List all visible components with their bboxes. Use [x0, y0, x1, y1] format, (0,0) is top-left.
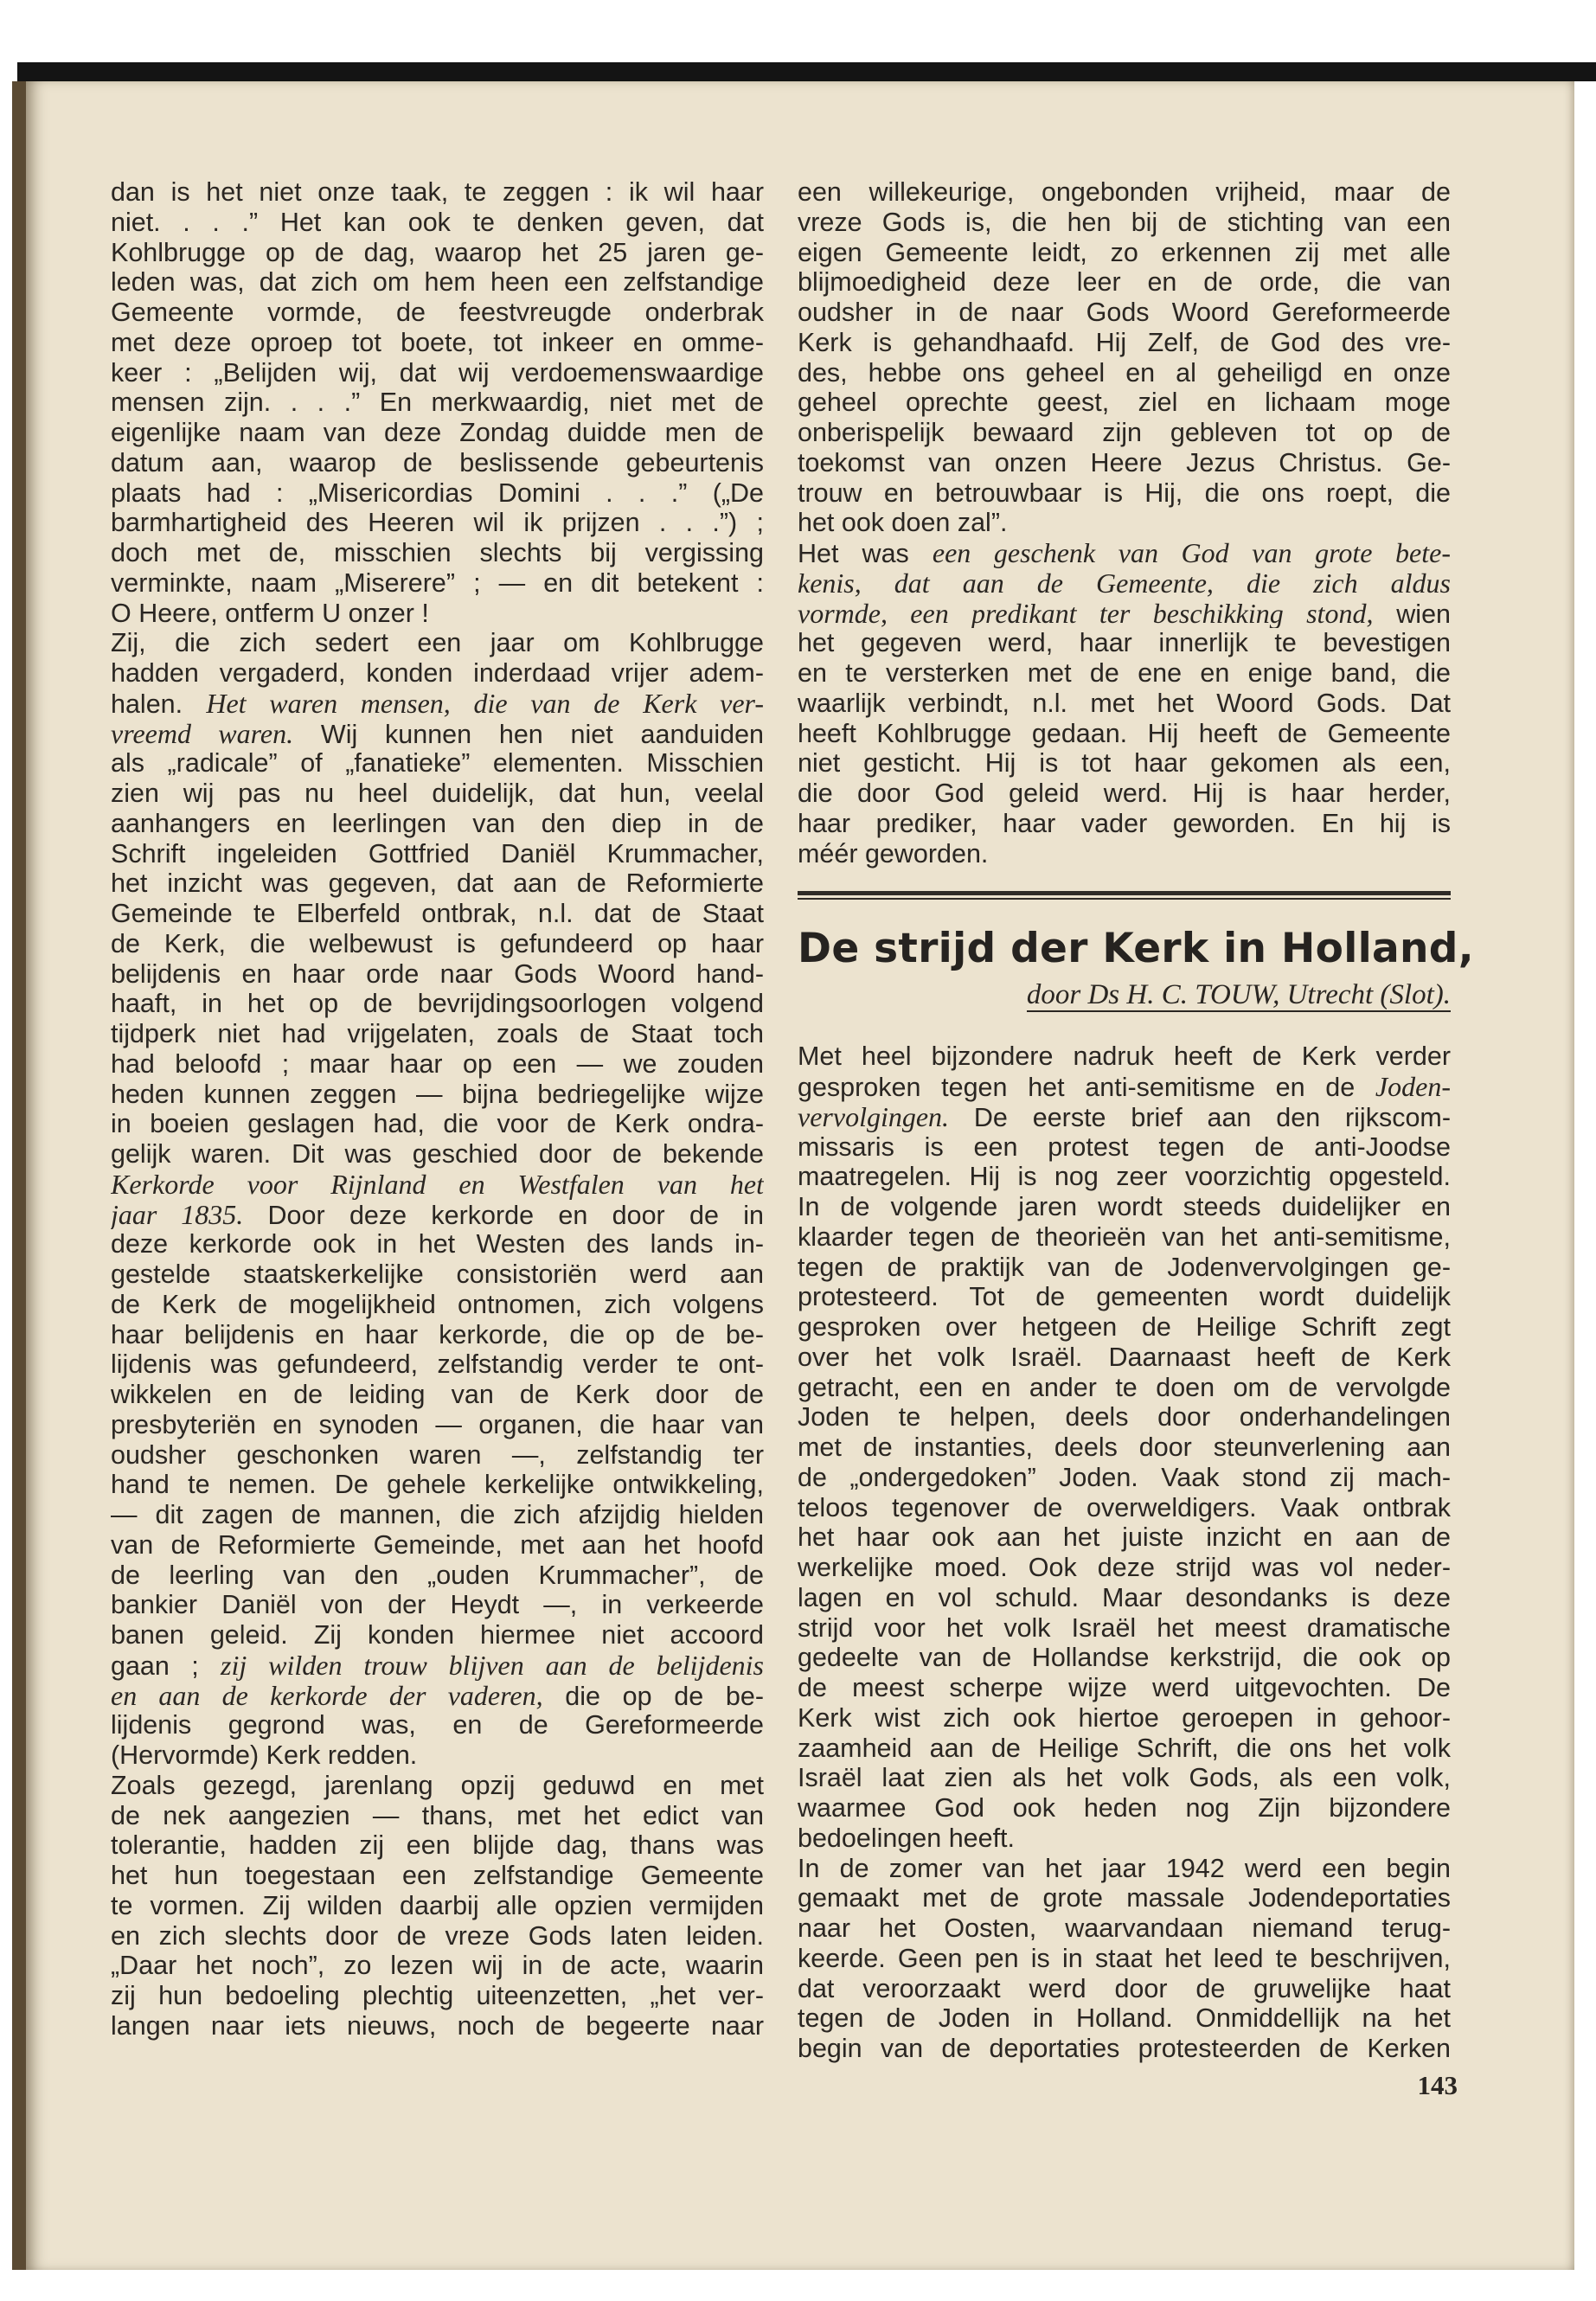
- line-text: met de instanties, deels door steunverlening aan: [798, 1433, 1451, 1462]
- line-text: Zoals gezegd, jarenlang opzij geduwd en met: [111, 1770, 764, 1800]
- article-body: [798, 1042, 1451, 2064]
- text-line: [798, 1883, 1451, 1913]
- line-text: banen geleid. Zij konden hiermee niet accoord: [111, 1620, 764, 1650]
- text-line: [798, 628, 1451, 658]
- text-line: [798, 1763, 1451, 1793]
- line-text: tolerantie, hadden zij een blijde dag, thans was: [111, 1830, 764, 1861]
- text-line: [798, 1913, 1451, 1944]
- line-text: in boeien geslagen had, die voor de Kerk ondra-: [111, 1109, 764, 1139]
- line-text: oudsher geschonken waren —, zelfstandig ter: [111, 1439, 764, 1470]
- italic-emphasis: Kerkorde voor Rijnland en Westfalen van het: [111, 1169, 764, 1200]
- line-text: gelijk waren. Dit was geschied door de bekende: [111, 1139, 764, 1169]
- line-text: O Heere, ontferm U onzer !: [111, 598, 429, 628]
- text-line: [111, 839, 764, 869]
- text-line: [798, 1433, 1451, 1463]
- line-text: te vormen. Zij wilden daarbij alle opzien vermijden: [111, 1890, 764, 1920]
- line-text: halen.: [111, 689, 183, 719]
- line-text: het haar ook aan het juiste inzicht en aan de: [798, 1522, 1451, 1553]
- line-text: wikkelen en de leiding van de Kerk door de: [111, 1380, 764, 1409]
- text-line: [111, 1861, 764, 1891]
- italic-emphasis: vormde, een predikant ter beschikking stond,: [798, 598, 1374, 629]
- text-line: [111, 328, 764, 358]
- line-text: leden was, dat zich om hem heen een zelfstandige: [111, 267, 764, 298]
- text-line: [111, 2011, 764, 2041]
- line-text: waarlijk verbindt, n.l. met het Woord Gods. Dat: [798, 688, 1451, 718]
- line-text: eigen Gemeente leidt, zo erkennen zij met alle: [798, 237, 1451, 267]
- scan-top-margin: [0, 0, 1596, 62]
- text-line: [111, 1410, 764, 1440]
- text-line: [798, 1132, 1451, 1163]
- line-text: en te versterken met de ene en enige band, die: [798, 658, 1451, 688]
- text-line: [111, 1740, 764, 1771]
- text-line: [111, 448, 764, 478]
- line-text: In de volgende jaren wordt steeds duidelijker en: [798, 1192, 1451, 1221]
- text-line: [111, 1561, 764, 1591]
- line-text: aanhangers en leerlingen van den diep in de: [111, 808, 764, 838]
- text-line: [111, 1590, 764, 1620]
- text-line: [798, 1192, 1451, 1222]
- left-text-column: [111, 177, 764, 2041]
- line-text: begin van de deportaties protesteerden de Kerken: [798, 2034, 1451, 2063]
- text-line: [111, 418, 764, 448]
- text-line: [798, 1253, 1451, 1283]
- line-text: lagen en vol schuld. Maar desondanks is deze: [798, 1582, 1451, 1612]
- text-line: [798, 177, 1451, 208]
- line-text: toekomst van onzen Heere Jezus Christus. Ge-: [798, 447, 1451, 478]
- line-text: het hun toegestaan een zelfstandige Gemeente: [111, 1861, 764, 1890]
- line-text: het ook doen zal”.: [798, 508, 1008, 538]
- line-text: had beloofd ; maar haar op een — we zouden: [111, 1048, 764, 1079]
- line-text: lijdenis was gefundeerd, zelfstandig verder te ont-: [111, 1349, 764, 1380]
- text-line: [111, 1139, 764, 1170]
- line-text: Kerk is gehandhaafd. Hij Zelf, de God des vre-: [798, 327, 1451, 357]
- line-text: over het volk Israël. Daarnaast heeft de Kerk: [798, 1342, 1451, 1372]
- text-line: [798, 388, 1451, 418]
- line-text: gemaakt met de grote massale Jodendeportaties: [798, 1883, 1451, 1913]
- text-line: [111, 599, 764, 629]
- text-line: [111, 899, 764, 929]
- line-text: verminkte, naam „Miserere” ; — en dit betekent :: [111, 567, 764, 598]
- line-text: dat veroorzaakt werd door de gruwelijke haat: [798, 1973, 1451, 2003]
- text-line: [798, 779, 1451, 809]
- line-text: méér geworden.: [798, 838, 989, 868]
- text-line: [111, 1170, 764, 1200]
- line-text: zij hun bedoeling plechtig uiteenzetten, „het ver-: [111, 1981, 764, 2010]
- italic-emphasis: kenis, dat aan de Gemeente, die zich aldus: [798, 567, 1451, 599]
- text-line: [798, 1042, 1451, 1072]
- line-text: mensen zijn. . . .” En merkwaardig, niet met de: [111, 388, 764, 418]
- line-text: keer : „Belijden wij, dat wij verdoemenswaardige: [111, 357, 764, 388]
- line-text: lijdenis gegrond was, en de Gereformeerde: [111, 1710, 764, 1740]
- line-text: tijdperk niet had vrijgelaten, zoals de Staat toch: [111, 1019, 764, 1048]
- text-line: [798, 267, 1451, 298]
- text-line: [111, 1891, 764, 1921]
- line-text: haar prediker, haar vader geworden. En hij is: [798, 808, 1451, 838]
- text-line: [798, 1402, 1451, 1433]
- italic-emphasis: Het waren mensen, die van de Kerk ver-: [206, 688, 764, 719]
- line-text: bedoelingen heeft.: [798, 1823, 1015, 1853]
- text-line: [798, 1673, 1451, 1703]
- line-text: Gemeinde te Elberfeld ontbrak, n.l. dat de Staat: [111, 899, 764, 928]
- text-line: [798, 599, 1451, 629]
- line-text: Met heel bijzondere nadruk heeft de Kerk verder: [798, 1042, 1451, 1072]
- text-line: [111, 238, 764, 268]
- text-line: [798, 1793, 1451, 1823]
- line-text: — dit zagen de mannen, die zich afzijdig hielden: [111, 1500, 764, 1529]
- text-line: [111, 689, 764, 719]
- italic-emphasis: en aan de kerkorde der vaderen,: [111, 1680, 543, 1711]
- line-text: keerde. Geen pen is in staat het leed te beschrijven,: [798, 1943, 1451, 1973]
- line-text: die op de be-: [565, 1681, 764, 1711]
- text-line: [111, 1109, 764, 1139]
- line-text: het inzicht was gegeven, dat aan de Reformierte: [111, 868, 764, 899]
- text-line: [111, 1710, 764, 1740]
- text-line: [798, 1222, 1451, 1253]
- line-text: hand te nemen. De gehele kerkelijke ontwikkeling,: [111, 1470, 764, 1500]
- article-headline: De strijd der Kerk in Holland,: [798, 925, 1474, 973]
- text-line: [111, 267, 764, 298]
- section-divider-thin: [798, 898, 1451, 900]
- line-text: Het was: [798, 539, 909, 568]
- line-text: vreze Gods is, die hen bij de stichting van een: [798, 207, 1451, 237]
- line-text: Schrift ingeleiden Gottfried Daniël Krummacher,: [111, 838, 764, 868]
- line-text: het gegeven werd, haar innerlijk te bevestigen: [798, 628, 1451, 658]
- text-line: [111, 1019, 764, 1049]
- line-text: datum aan, waarop de beslissende gebeurtenis: [111, 447, 764, 478]
- text-line: [798, 1583, 1451, 1613]
- line-text: Joden te helpen, deels door onderhandelingen: [798, 1402, 1451, 1433]
- text-line: [798, 418, 1451, 448]
- text-line: [111, 1530, 764, 1561]
- line-text: presbyteriën en synoden — organen, die haar van: [111, 1409, 764, 1439]
- text-line: [798, 1823, 1451, 1854]
- line-text: langen naar iets nieuws, noch de begeerte naar: [111, 2010, 764, 2041]
- text-line: [111, 1500, 764, 1530]
- text-line: [798, 448, 1451, 478]
- italic-emphasis: vreemd waren.: [111, 718, 294, 749]
- line-text: Kerk wist zich ook hiertoe geroepen in gehoor-: [798, 1702, 1451, 1733]
- text-line: [798, 1282, 1451, 1312]
- line-text: van de Reformierte Gemeinde, met aan het hoofd: [111, 1529, 764, 1560]
- text-line: [111, 358, 764, 388]
- text-line: [111, 1921, 764, 1952]
- line-text: niet. . . .” Het kan ook te denken geven, dat: [111, 207, 764, 237]
- line-text: blijmoedigheid deze leer en de orde, die van: [798, 267, 1451, 298]
- italic-emphasis: een geschenk van God van grote bete-: [932, 538, 1451, 568]
- line-text: protesteerd. Tot de gemeenten wordt duidelijk: [798, 1282, 1451, 1312]
- text-line: [798, 298, 1451, 328]
- article-byline: [798, 977, 1451, 1012]
- text-line: [798, 1102, 1451, 1132]
- right-text-column: [798, 177, 1474, 2064]
- line-text: strijd voor het volk Israël het meest dramatische: [798, 1612, 1451, 1643]
- line-text: Kohlbrugge op de dag, waarop het 25 jaren ge-: [111, 237, 764, 267]
- line-text: missaris is een protest tegen de anti-Joodse: [798, 1131, 1451, 1162]
- line-text: deze kerkorde ook in het Westen des lands in-: [111, 1229, 764, 1259]
- text-line: [798, 358, 1451, 388]
- text-line: [111, 628, 764, 658]
- text-line: [111, 1801, 764, 1831]
- text-line: [111, 1981, 764, 2011]
- line-text: geheel oprechte geest, ziel en lichaam moge: [798, 388, 1451, 418]
- line-text: Door deze kerkorde en door de in: [267, 1200, 764, 1230]
- line-text: onberispelijk bewaard zijn gebleven tot op de: [798, 418, 1451, 447]
- line-text: als „radicale” of „fanatieke” elementen. Misschien: [111, 748, 764, 779]
- line-text: teloos tegenover de overweldigers. Vaak ontbrak: [798, 1492, 1451, 1522]
- text-line: [798, 1734, 1451, 1764]
- text-line: [111, 1259, 764, 1290]
- text-line: [798, 689, 1451, 719]
- line-text: De eerste brief aan den rijkscom-: [973, 1102, 1451, 1132]
- line-text: werkelijke moed. Ook deze strijd was vol neder-: [798, 1553, 1451, 1582]
- text-line: [111, 1320, 764, 1350]
- line-text: „Daar het noch”, zo lezen wij in de acte, waarin: [111, 1951, 764, 1981]
- line-text: oudsher in de naar Gods Woord Gereformeerde: [798, 298, 1451, 327]
- line-text: gedeelte van de Hollandse kerkstrijd, die ook op: [798, 1643, 1451, 1673]
- line-text: naar het Oosten, waarvandaan niemand terug-: [798, 1913, 1451, 1943]
- text-line: [111, 989, 764, 1019]
- line-text: haaft, in het op de bevrijdingsoorlogen volgend: [111, 989, 764, 1019]
- line-text: de „ondergedoken” Joden. Vaak stond zij mach-: [798, 1462, 1451, 1492]
- text-line: [111, 177, 764, 208]
- text-line: [111, 658, 764, 689]
- line-text: de leerling van den „ouden Krummacher”, de: [111, 1560, 764, 1590]
- text-line: [798, 1974, 1451, 2004]
- italic-emphasis: zij wilden trouw blijven aan de belijdenis: [221, 1650, 764, 1681]
- line-text: In de zomer van het jaar 1942 werd een begin: [798, 1853, 1451, 1883]
- line-text: tegen de praktijk van de Jodenvervolgingen ge-: [798, 1252, 1451, 1282]
- text-line: [798, 1643, 1451, 1673]
- line-text: zien wij pas nu heel duidelijk, dat hun, veelal: [111, 779, 764, 808]
- italic-emphasis: Joden-: [1375, 1072, 1451, 1102]
- text-line: [798, 1613, 1451, 1644]
- text-line: [111, 1229, 764, 1259]
- text-line: [798, 568, 1451, 599]
- line-text: die door God geleid werd. Hij is haar herder,: [798, 779, 1451, 808]
- text-line: [111, 748, 764, 779]
- line-text: gesproken tegen het anti-semitisme en de: [798, 1073, 1356, 1102]
- line-text: de meest scherpe wijze werd uitgevochten. De: [798, 1673, 1451, 1702]
- text-line: [798, 1072, 1451, 1102]
- text-line: [798, 1553, 1451, 1583]
- text-line: [111, 298, 764, 328]
- line-text: haar belijdenis en haar kerkorde, die op de be-: [111, 1319, 764, 1349]
- text-line: [798, 1373, 1451, 1403]
- text-line: [798, 238, 1451, 268]
- text-line: [798, 2003, 1451, 2034]
- line-text: heeft Kohlbrugge gedaan. Hij heeft de Gemeente: [798, 718, 1451, 748]
- text-line: [798, 1343, 1451, 1373]
- italic-emphasis: vervolgingen.: [798, 1101, 950, 1132]
- line-text: heden kunnen zeggen — bijna bedriegelijke wijze: [111, 1079, 764, 1109]
- right-column-continuation: [798, 177, 1451, 868]
- text-line: [798, 1162, 1451, 1192]
- line-text: Israël laat zien als het volk Gods, als een volk,: [798, 1763, 1451, 1793]
- page-number: 143: [1417, 2070, 1458, 2100]
- line-text: gaan ;: [111, 1650, 199, 1681]
- text-line: [111, 1951, 764, 1981]
- text-line: [111, 1200, 764, 1230]
- line-text: Wij kunnen hen niet aanduiden: [320, 719, 764, 749]
- text-line: [111, 809, 764, 839]
- line-text: eigenlijke naam van deze Zondag duidde men de: [111, 418, 764, 447]
- text-line: [111, 1080, 764, 1110]
- line-text: waarmee God ook heden nog Zijn bijzondere: [798, 1793, 1451, 1823]
- text-line: [111, 929, 764, 959]
- text-line: [111, 568, 764, 599]
- line-text: wien: [1396, 599, 1451, 629]
- text-line: [798, 748, 1451, 779]
- line-text: plaats had : „Misericordias Domini . . .” („De: [111, 478, 764, 508]
- text-line: [798, 658, 1451, 689]
- text-line: [111, 508, 764, 538]
- section-divider-thick: [798, 891, 1451, 895]
- text-line: [111, 959, 764, 990]
- text-line: [111, 779, 764, 809]
- text-line: [798, 478, 1451, 509]
- line-text: dan is het niet onze taak, te zeggen : ik wil haar: [111, 177, 764, 207]
- line-text: de Kerk de mogelijkheid ontnomen, zich volgens: [111, 1289, 764, 1319]
- italic-emphasis: jaar 1835.: [111, 1199, 244, 1230]
- line-text: de nek aangezien — thans, met het edict van: [111, 1800, 764, 1830]
- line-text: klaarder tegen de theorieën van het anti-semitisme,: [798, 1221, 1451, 1252]
- text-line: [798, 719, 1451, 749]
- text-line: [798, 208, 1451, 238]
- text-line: [111, 1290, 764, 1320]
- line-text: gesproken over hetgeen de Heilige Schrift zegt: [798, 1312, 1451, 1342]
- scan-top-border: [17, 62, 1596, 81]
- scan-bottom-margin: [12, 2270, 1596, 2301]
- line-text: een willekeurige, ongebonden vrijheid, maar de: [798, 177, 1451, 207]
- line-text: de Kerk, die welbewust is gefundeerd op haar: [111, 928, 764, 958]
- text-line: [798, 1854, 1451, 1884]
- text-line: [798, 839, 1451, 869]
- line-text: met deze oproep tot boete, tot inkeer en omme-: [111, 327, 764, 357]
- line-text: Zij, die zich sedert een jaar om Kohlbrugge: [111, 628, 764, 658]
- line-text: bankier Daniël von der Heydt —, in verkeerde: [111, 1590, 764, 1620]
- line-text: Gemeente vormde, de feestvreugde onderbrak: [111, 298, 764, 327]
- line-text: gestelde staatskerkelijke consistoriën werd aan: [111, 1259, 764, 1289]
- text-line: [111, 1771, 764, 1801]
- text-line: [798, 1493, 1451, 1523]
- text-line: [798, 1463, 1451, 1493]
- text-line: [111, 1349, 764, 1380]
- text-line: [798, 1522, 1451, 1553]
- line-text: (Hervormde) Kerk redden.: [111, 1740, 418, 1770]
- line-text: trouw en betrouwbaar is Hij, die ons roept, die: [798, 478, 1451, 508]
- text-line: [798, 2034, 1451, 2064]
- line-text: maatregelen. Hij is nog zeer voorzichtig opgesteld.: [798, 1162, 1451, 1192]
- text-line: [798, 508, 1451, 538]
- line-text: hadden vergaderd, konden inderdaad vrijer adem-: [111, 658, 764, 688]
- text-line: [798, 1944, 1451, 1974]
- text-line: [111, 538, 764, 568]
- text-line: [111, 1470, 764, 1500]
- text-line: [111, 1830, 764, 1861]
- text-line: [111, 1681, 764, 1711]
- text-line: [111, 1380, 764, 1410]
- line-text: doch met de, misschien slechts bij vergissing: [111, 538, 764, 567]
- text-line: [798, 1703, 1451, 1734]
- line-text: des, hebbe ons geheel en al geheiligd en onze: [798, 357, 1451, 388]
- text-line: [798, 809, 1451, 839]
- text-line: [111, 388, 764, 418]
- line-text: barmhartigheid des Heeren wil ik prijzen . . .”) ;: [111, 508, 764, 538]
- line-text: getracht, een en ander te doen om de vervolgde: [798, 1372, 1451, 1402]
- line-text: tegen de Joden in Holland. Onmiddellijk na het: [798, 2003, 1451, 2034]
- article-byline-text: door Ds H. C. TOUW, Utrecht (Slot).: [1026, 979, 1451, 1011]
- line-text: belijdenis en haar orde naar Gods Woord hand-: [111, 958, 764, 989]
- text-line: [798, 538, 1451, 568]
- text-line: [111, 1440, 764, 1471]
- text-line: [798, 1312, 1451, 1343]
- text-line: [111, 868, 764, 899]
- text-line: [111, 719, 764, 749]
- text-line: [798, 328, 1451, 358]
- line-text: zaamheid aan de Heilige Schrift, die ons het volk: [798, 1733, 1451, 1763]
- text-line: [111, 208, 764, 238]
- text-line: [111, 478, 764, 509]
- line-text: niet gesticht. Hij is tot haar gekomen als een,: [798, 748, 1451, 779]
- text-line: [111, 1650, 764, 1681]
- text-line: [111, 1620, 764, 1650]
- line-text: en zich slechts door de vreze Gods laten leiden.: [111, 1920, 764, 1951]
- text-line: [111, 1049, 764, 1080]
